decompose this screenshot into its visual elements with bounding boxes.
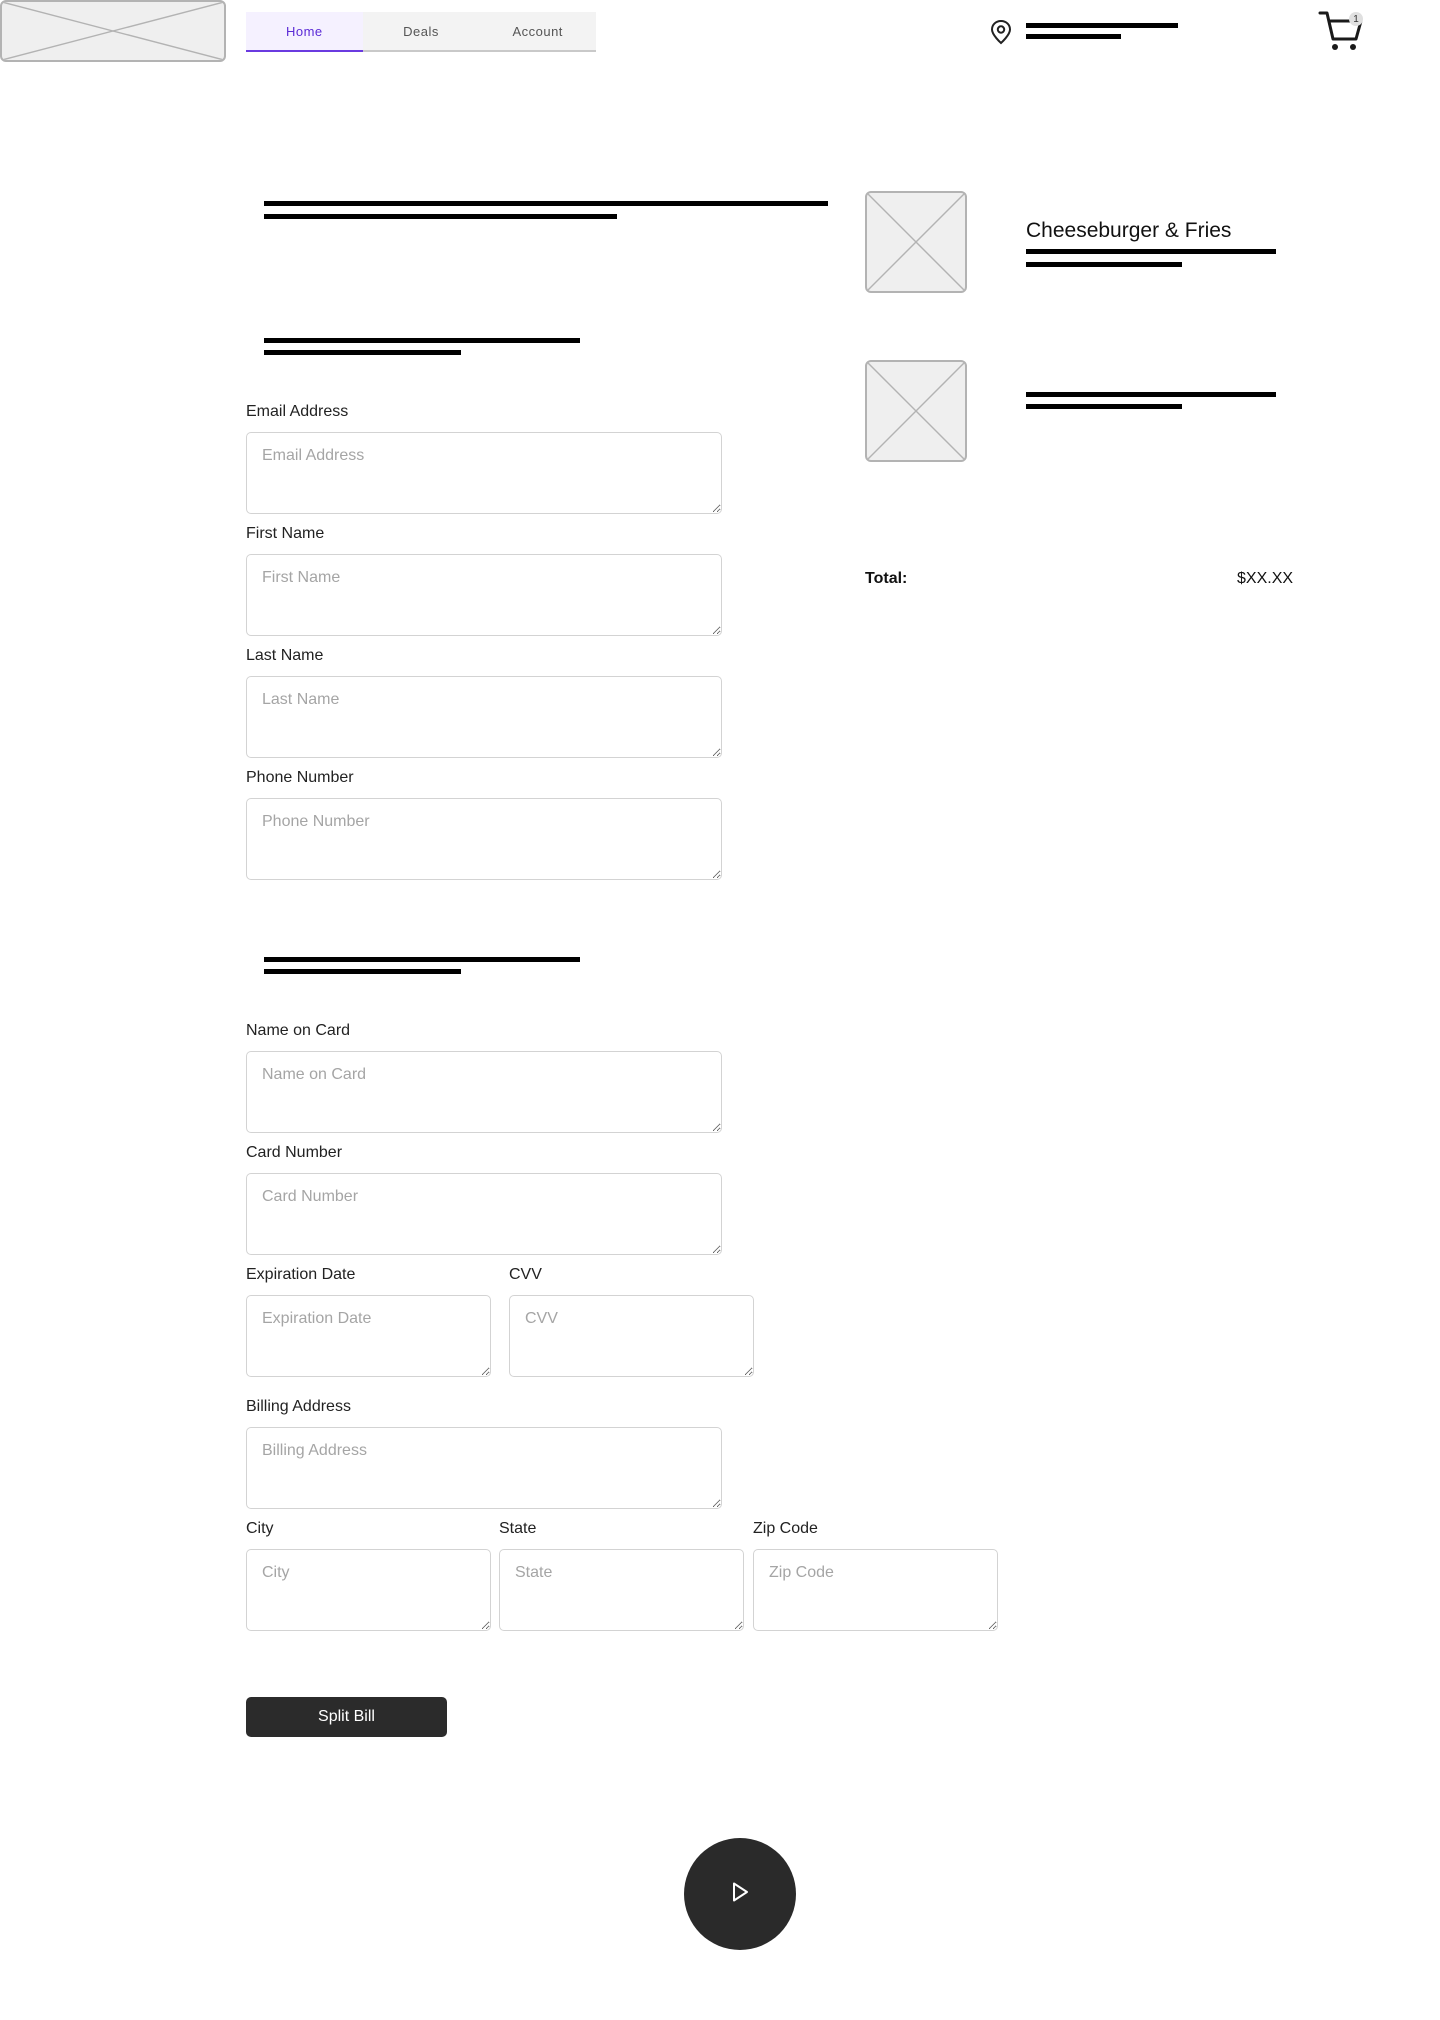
zip-field[interactable] xyxy=(753,1549,998,1631)
first-name-field[interactable] xyxy=(246,554,722,636)
location-text-placeholder xyxy=(1026,23,1178,28)
page-heading-placeholder xyxy=(264,201,828,206)
state-field[interactable] xyxy=(499,1549,744,1631)
location-subtext-placeholder xyxy=(1026,34,1121,39)
tab-home[interactable]: Home xyxy=(246,12,363,52)
email-field[interactable] xyxy=(246,432,722,514)
order-item-detail-placeholder xyxy=(1026,249,1276,254)
logo-placeholder[interactable] xyxy=(0,0,226,62)
last-name-field[interactable] xyxy=(246,676,722,758)
order-item-price-placeholder xyxy=(1026,262,1182,267)
city-field[interactable] xyxy=(246,1549,491,1631)
order-item-name: Cheeseburger & Fries xyxy=(1026,219,1232,242)
cvv-field[interactable] xyxy=(509,1295,754,1377)
card-number-field[interactable] xyxy=(246,1173,722,1255)
state-label: State xyxy=(499,1520,537,1537)
order-item-name-placeholder xyxy=(1026,392,1276,397)
total-value: $XX.XX xyxy=(1237,570,1294,587)
billing-address-label: Billing Address xyxy=(246,1398,351,1415)
card-number-label: Card Number xyxy=(246,1144,343,1161)
tab-account[interactable]: Account xyxy=(512,23,563,39)
location-pin-icon[interactable] xyxy=(989,19,1013,45)
first-name-label: First Name xyxy=(246,525,325,542)
phone-label: Phone Number xyxy=(246,769,354,786)
expiration-label: Expiration Date xyxy=(246,1266,356,1283)
split-bill-button[interactable]: Split Bill xyxy=(246,1697,447,1737)
order-item-detail-placeholder xyxy=(1026,404,1182,409)
payment-section-subheading-placeholder xyxy=(264,969,461,974)
name-on-card-label: Name on Card xyxy=(246,1022,351,1039)
zip-label: Zip Code xyxy=(753,1520,818,1537)
cart-count-badge: 1 xyxy=(1349,12,1363,26)
name-on-card-field[interactable] xyxy=(246,1051,722,1133)
contact-section-heading-placeholder xyxy=(264,338,580,343)
last-name-label: Last Name xyxy=(246,647,324,664)
contact-section-subheading-placeholder xyxy=(264,350,461,355)
expiration-field[interactable] xyxy=(246,1295,491,1377)
phone-field[interactable] xyxy=(246,798,722,880)
item-image-placeholder xyxy=(865,360,967,462)
cvv-label: CVV xyxy=(509,1266,542,1283)
play-icon xyxy=(730,1881,750,1908)
email-label: Email Address xyxy=(246,403,349,420)
billing-address-field[interactable] xyxy=(246,1427,722,1509)
play-button[interactable] xyxy=(684,1838,796,1950)
tab-deals[interactable]: Deals xyxy=(403,23,439,39)
city-label: City xyxy=(246,1520,274,1537)
main-nav xyxy=(246,12,596,52)
payment-section-heading-placeholder xyxy=(264,957,580,962)
item-image-placeholder xyxy=(865,191,967,293)
page-subheading-placeholder xyxy=(264,214,617,219)
total-label: Total: xyxy=(865,570,908,587)
